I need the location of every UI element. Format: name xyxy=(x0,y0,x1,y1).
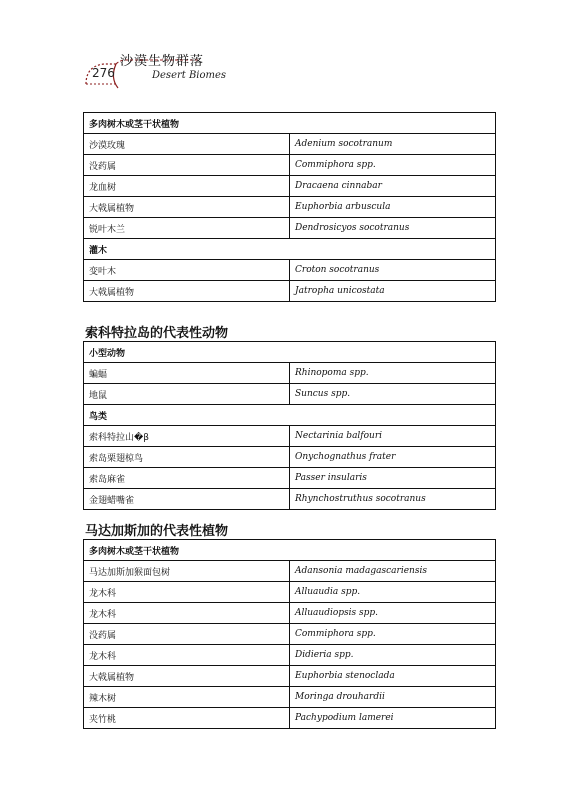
common-name: 锐叶木兰 xyxy=(84,218,290,239)
table-row xyxy=(84,155,496,176)
table-row xyxy=(84,582,496,603)
table-row xyxy=(84,447,496,468)
common-name: 大戟属植物 xyxy=(84,281,290,302)
latin-name: Euphorbia arbuscula xyxy=(290,197,496,218)
table-row xyxy=(84,708,496,729)
category-label: 小型动物 xyxy=(84,342,496,363)
common-name: 没药属 xyxy=(84,624,290,645)
latin-name: Didieria spp. xyxy=(290,645,496,666)
table-row xyxy=(84,645,496,666)
latin-name: Croton socotranus xyxy=(290,260,496,281)
common-name: 龙木科 xyxy=(84,603,290,624)
category-label: 鸟类 xyxy=(84,405,496,426)
common-name: 龙血树 xyxy=(84,176,290,197)
category-row xyxy=(84,540,496,561)
latin-name: Commiphora spp. xyxy=(290,155,496,176)
common-name: 没药属 xyxy=(84,155,290,176)
latin-name: Dendrosicyos socotranus xyxy=(290,218,496,239)
table-socotra-plants xyxy=(83,112,496,302)
latin-name: Suncus spp. xyxy=(290,384,496,405)
table-row xyxy=(84,260,496,281)
category-row xyxy=(84,405,496,426)
category-label: 多肉树木或茎干状植物 xyxy=(84,113,496,134)
table-row xyxy=(84,468,496,489)
header-decoration xyxy=(0,0,570,95)
common-name: 索科特拉山�β xyxy=(84,426,290,447)
common-name: 大戟属植物 xyxy=(84,197,290,218)
common-name: 变叶木 xyxy=(84,260,290,281)
latin-name: Jatropha unicostata xyxy=(290,281,496,302)
latin-name: Nectarinia balfouri xyxy=(290,426,496,447)
category-row xyxy=(84,342,496,363)
table-row xyxy=(84,666,496,687)
table-row xyxy=(84,687,496,708)
table-row xyxy=(84,561,496,582)
page-header xyxy=(0,0,570,95)
table-socotra-animals xyxy=(83,341,496,510)
latin-name: Adenium socotranum xyxy=(290,134,496,155)
common-name: 蝙蝠 xyxy=(84,363,290,384)
latin-name: Adansonia madagascariensis xyxy=(290,561,496,582)
book-title: 沙漠生物群落 xyxy=(120,54,205,69)
latin-name: Pachypodium lamerei xyxy=(290,708,496,729)
table-row xyxy=(84,624,496,645)
common-name: 龙木科 xyxy=(84,645,290,666)
latin-name: Passer insularis xyxy=(290,468,496,489)
latin-name: Dracaena cinnabar xyxy=(290,176,496,197)
table-row xyxy=(84,218,496,239)
latin-name: Alluaudia spp. xyxy=(290,582,496,603)
common-name: 索岛栗翅椋鸟 xyxy=(84,447,290,468)
latin-name: Onychognathus frater xyxy=(290,447,496,468)
common-name: 金翅蜡嘴雀 xyxy=(84,489,290,510)
common-name: 地鼠 xyxy=(84,384,290,405)
common-name: 辣木树 xyxy=(84,687,290,708)
common-name: 沙漠玫瑰 xyxy=(84,134,290,155)
category-label: 多肉树木或茎干状植物 xyxy=(84,540,496,561)
latin-name: Moringa drouhardii xyxy=(290,687,496,708)
latin-name: Alluaudiopsis spp. xyxy=(290,603,496,624)
table-row xyxy=(84,176,496,197)
common-name: 龙木科 xyxy=(84,582,290,603)
section-title-madagascar-plants: 马达加斯加的代表性植物 xyxy=(85,524,229,539)
category-row xyxy=(84,113,496,134)
category-row xyxy=(84,239,496,260)
section-title-socotra-animals: 索科特拉岛的代表性动物 xyxy=(85,326,229,341)
table-row xyxy=(84,134,496,155)
common-name: 大戟属植物 xyxy=(84,666,290,687)
table-row xyxy=(84,489,496,510)
latin-name: Commiphora spp. xyxy=(290,624,496,645)
latin-name: Rhynchostruthus socotranus xyxy=(290,489,496,510)
common-name: 马达加斯加猴面包树 xyxy=(84,561,290,582)
table-madagascar-plants xyxy=(83,539,496,729)
page-number: 276 xyxy=(92,66,115,80)
table-row xyxy=(84,197,496,218)
common-name: 夹竹桃 xyxy=(84,708,290,729)
table-row xyxy=(84,426,496,447)
latin-name: Rhinopoma spp. xyxy=(290,363,496,384)
table-row xyxy=(84,384,496,405)
table-row xyxy=(84,363,496,384)
latin-name: Euphorbia stenoclada xyxy=(290,666,496,687)
table-row xyxy=(84,603,496,624)
book-subtitle: Desert Biomes xyxy=(152,70,227,81)
table-row xyxy=(84,281,496,302)
category-label: 灌木 xyxy=(84,239,496,260)
common-name: 索岛麻雀 xyxy=(84,468,290,489)
